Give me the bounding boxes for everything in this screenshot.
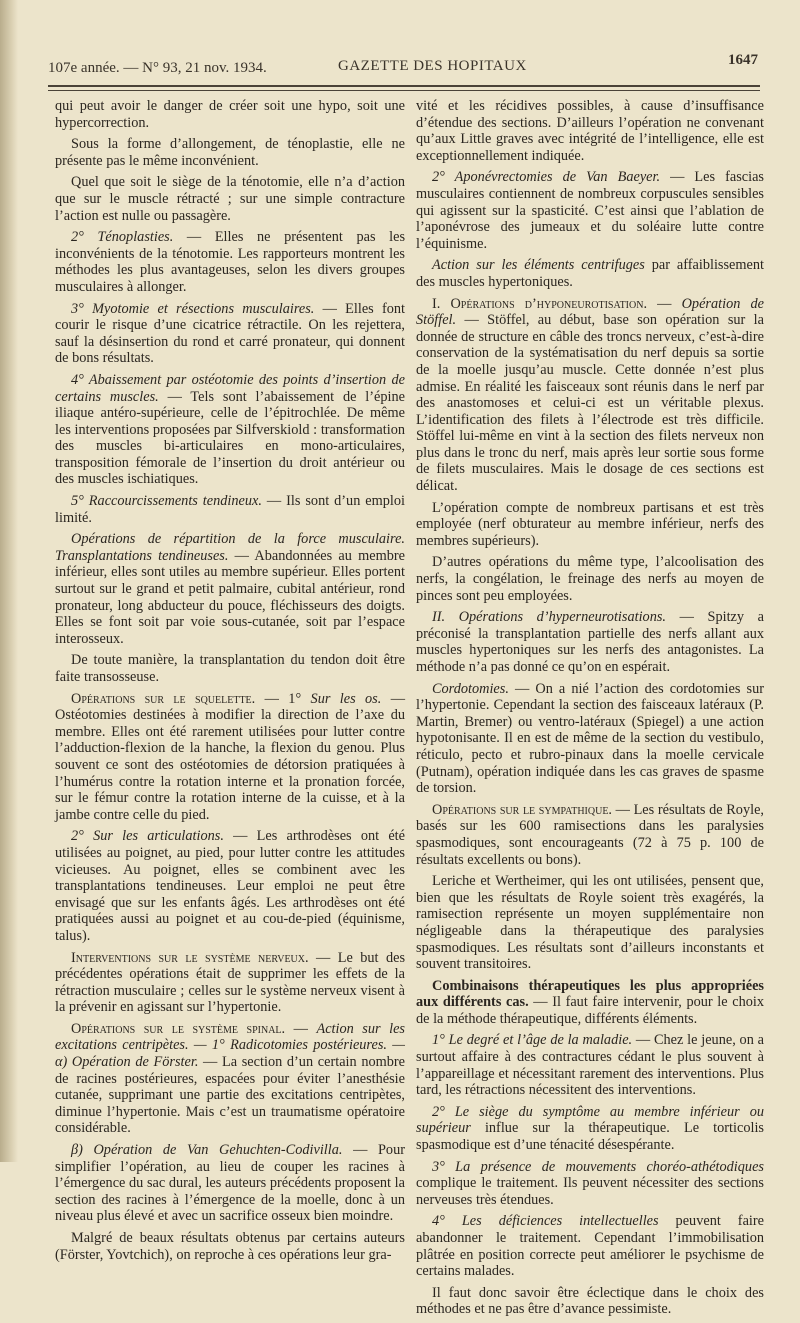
paragraph-text: — La section d’un certain nombre de racines postérieures, espacées pour éviter l’anesthésie cutanée, supprimant une partie des excitations centripètes, diminue l’hypertonie. Mais c’est un traumatisme opératoire considérable. [55, 1054, 405, 1137]
paragraph [55, 950, 405, 1016]
paragraph-text: — Chez le jeune, on a surtout affaire à des contractures cédant le plus souvent à l’appareillage et nécessitant rarement des interventions. Plus tard, les rétractions nécessitent des interventions. [416, 1032, 764, 1099]
italic-subheading: Opération de Stöffel. [416, 295, 765, 329]
paragraph [416, 257, 764, 290]
binding-shadow [0, 0, 18, 1162]
paragraph-text: peuvent faire abandonner le traitement. Cependant l’immobilisation plâtrée en position correcte peut améliorer le psychisme de certains malades. [416, 1213, 764, 1280]
right-column [416, 98, 764, 1323]
paragraph [55, 98, 405, 131]
paragraph-text: par affaiblissement des muscles hypertoniques. [416, 257, 764, 290]
heading-separator: — [647, 295, 682, 312]
paragraph-heading: 5° Raccourcissements tendineux. [71, 493, 262, 510]
paragraph [416, 1213, 764, 1279]
paragraph-heading: Action sur les éléments centrifuges [432, 257, 645, 274]
paragraph [416, 98, 764, 164]
paragraph-text: — Elles ne présentent pas les inconvénients de la ténotomie. Les rapporteurs montrent les méthodes les plus avantageuses, selon les divers groupes musculaires à allonger. [55, 229, 406, 295]
paragraph-heading: Opérations de répartition de la force musculaire. Transplantations tendineuses. [55, 531, 405, 564]
paragraph [55, 174, 405, 224]
paragraph-heading: 2° Ténoplasties. [71, 229, 174, 246]
header-rule-thin [48, 90, 760, 91]
paragraph-text: — Il faut faire intervenir, pour le choix de la méthode thérapeutique, différents éléments. [416, 994, 765, 1027]
paragraph-text: — Abandonnées au membre inférieur, elles sont utiles au membre supérieur. Elles portent surtout sur le grand et petit palmaire, cubital antérieur, rond pronateur, long abducteur du pouce, fléchisseurs des doigts. Elles se font soit par voie sous-cutanée, soit par l’espace interosseux. [55, 547, 405, 647]
paragraph-heading: 3° Myotomie et résections musculaires. [71, 300, 315, 317]
paragraph-text: — Spitzy a préconisé la transplantation partielle des nerfs allant aux muscles hypertoniques sur les nerfs des antagonistes. La méthode n’a pas donné ce qu’on en espérait. [416, 609, 765, 675]
paragraph [416, 296, 764, 495]
paragraph-text: — Le but des précédentes opérations était de supprimer les effets de la rétraction musculaire ; celles sur le système nerveux visent à la prévenir en agissant sur l’hypertonie. [55, 949, 406, 1016]
paragraph [55, 1142, 405, 1225]
paragraph-heading: 2° Aponévrectomies de Van Baeyer. [432, 169, 661, 186]
paragraph [416, 609, 764, 675]
paragraph-heading: 2° Le siège du symptôme au membre inférieur ou supérieur [416, 1103, 764, 1137]
paragraph [55, 531, 405, 647]
paragraph [416, 873, 764, 973]
paragraph-heading: 4° Abaissement par ostéotomie des points d’insertion de certains muscles. [55, 371, 405, 405]
heading-separator: — 1° [255, 690, 311, 707]
paragraph [55, 136, 405, 169]
paragraph-heading: Opérations sur le sympathique. [432, 801, 613, 818]
paragraph-text: — Elles font courir le risque d’une cicatrice rétractile. On les rejettera, sauf la désinsertion du rond et carré pronateur, qui donnent de bons résultats. [55, 300, 405, 367]
paragraph [55, 301, 405, 367]
paragraph-text: L’opération compte de nombreux partisans et est très employée (nerf obturateur au membre inférieur, nerfs des membres supérieurs). [416, 499, 764, 549]
paragraph [416, 802, 764, 868]
page-number: 1647 [728, 52, 758, 68]
paragraph-text: — Tels sont l’abaissement de l’épine iliaque antéro-supérieure, celle de l’épitrochlée. De même les interventions proposées par Silfverskiold : transformation des muscles bi-articulaires en mono-articulaires, transposition fémorale de l’insertion du droit antérieur ou des muscles ischiatiques. [55, 388, 405, 488]
paragraph-heading: 2° Sur les articulations. [71, 828, 224, 845]
paragraph-text: De toute manière, la transplantation du tendon doit être faite transosseuse. [55, 652, 405, 685]
paragraph-text: qui peut avoir le danger de créer soit une hypo, soit une hypercorrection. [55, 98, 405, 131]
paragraph-heading: β) Opération de Van Gehuchten-Codivilla. [71, 1142, 343, 1159]
paragraph-heading: I. Opérations d’hyponeurotisation. [432, 295, 648, 312]
paragraph [55, 1021, 405, 1137]
paragraph-text: — On a nié l’action des cordotomies sur l’hypertonie. Cependant la section des faisceaux latéraux (P. Martin, Bremer) ou ventro-latéraux (Spiegel) a une action hypotonisante. Il en est de même de la section du vestibulo, réticulo, pecto et rubro-pinaux dans la moelle cervicale (Putnam), opération indiquée dans les cas graves de spasme de torsion. [416, 680, 764, 797]
italic-subheading: Action sur les excitations centripètes. — 1° Radicotomies postérieures. — α) Opération de Förster. [55, 1020, 405, 1071]
paragraph [55, 691, 405, 824]
paragraph-text: — Les arthrodèses ont été utilisées au poignet, au pied, pour lutter contre les attitudes vicieuses. Au poignet, elles se combinent avec les transplantations tendineuses. Leur emploi ne peut être envisagé que sur les enfants âgés. Les arthrodèses ont été pratiquées aussi au poignet et au cou-de-pied (équinisme, talus). [55, 828, 405, 944]
paragraph [416, 1104, 764, 1154]
paragraph-text: — Les fascias musculaires contiennent de nombreux corpuscules sensibles qui agissent sur la spasticité. C’est ainsi que l’ablation de l’aponévrose des jumeaux et du soléaire lutte contre l’équinisme. [416, 169, 764, 252]
paragraph [55, 372, 405, 488]
paragraph-text: — Ils sont d’un emploi limité. [55, 493, 405, 526]
paragraph [416, 500, 764, 550]
italic-subheading: Sur les os. [310, 690, 382, 707]
paragraph [416, 554, 764, 604]
paragraph-text: Il faut donc savoir être éclectique dans le choix des méthodes et ne pas être d’avance pessimiste. [416, 1284, 764, 1318]
paragraph [55, 828, 405, 944]
paragraph [55, 652, 405, 685]
paragraph [416, 1285, 764, 1318]
paragraph [416, 681, 764, 797]
paragraph [416, 1159, 764, 1209]
issue-info: 107e année. — N° 93, 21 nov. 1934. [48, 60, 267, 76]
paragraph-text: Sous la forme d’allongement, de ténoplastie, elle ne présente pas le même inconvénient. [55, 136, 405, 169]
paragraph [416, 978, 764, 1028]
paragraph [55, 229, 405, 295]
paragraph-heading: 1° Le degré et l’âge de la maladie. [432, 1032, 633, 1049]
journal-title: GAZETTE DES HOPITAUX [338, 58, 527, 74]
paragraph-text: influe sur la thérapeutique. Le torticolis spasmodique est d’une ténacité désespérante. [416, 1120, 764, 1154]
paragraph-text: Leriche et Wertheimer, qui les ont utilisées, pensent que, bien que les résultats de Royle soient très exagérés, la ramisection représente un moyen supplémentaire non négligeable dans la thérapeutique des paralysies spasmodiques. Les résultats sont d’ailleurs inconstants et souvent transitoires. [416, 873, 764, 973]
paragraph-heading: Opérations sur le squelette. [71, 690, 256, 707]
paragraph-heading: Opérations sur le système spinal. [71, 1020, 286, 1037]
paragraph-text: vité et les récidives possibles, à cause d’insuffisance d’étendue des sections. D’ailleurs l’opération ne convenant qu’aux Little graves avec intégrité de l’intelligence, elle est exceptionnellement indiquée. [416, 98, 764, 164]
paragraph-text: Quel que soit le siège de la ténotomie, elle n’a d’action que sur le muscle rétracté ; sur une simple contracture l’action est nulle ou passagère. [55, 174, 405, 224]
running-header [48, 52, 758, 82]
paragraph-text: — Stöffel, au début, base son opération sur la donnée de structure en câble des troncs nerveux, c’est-à-dire conservation de la systématisation du nerf depuis sa sortie de la moelle jusqu’au muscle. Cette donnée n’est plus admise. En réalité les faisceaux sont réunis dans le nerf par des anastomoses et celui-ci est un véritable plexus. L’identification des filets à l’électrode est très difficile. Stöffel lui-même en vint à la section des filets nerveux non plus dans le tronc du nerf, mais après leur sortie sous forme de filets musculaires. Mais le dosage de ces sections est délicat. [416, 312, 764, 495]
paragraph-text: — Pour simplifier l’opération, au lieu de couper les racines à l’émergence du sac dural, les auteurs précédents proposent la section des racines à l’émergence de la moelle, donc à un niveau plus élevé et avec un sacrifice osseux bien moindre. [55, 1142, 405, 1225]
paragraph-heading: Interventions sur le système nerveux. [71, 949, 309, 966]
paragraph [55, 493, 405, 526]
paragraph-text: Malgré de beaux résultats obtenus par certains auteurs (Förster, Yovtchich), on reproche à ces opérations leur gra- [55, 1230, 405, 1263]
paragraph [416, 1032, 764, 1098]
paragraph-heading: II. Opérations d’hyperneurotisations. [432, 609, 666, 626]
paragraph [416, 169, 764, 252]
paragraph-heading: Combinaisons thérapeutiques les plus appropriées aux différents cas. [416, 977, 764, 1011]
paragraph [55, 1230, 405, 1263]
paragraph-heading: Cordotomies. [432, 680, 509, 697]
paragraph-text: — Les résultats de Royle, basés sur les 600 ramisections dans les paralysies spasmodiques, sont encourageants (72 à 75 p. 100 de résultats excellents ou bons). [416, 801, 764, 868]
header-rule [48, 85, 760, 87]
paragraph-heading: 3° La présence de mouvements choréo-athétodiques [432, 1158, 764, 1175]
paragraph-text: complique le traitement. Ils peuvent nécessiter des sections nerveuses très étendues. [416, 1175, 764, 1208]
paragraph-text: — Ostéotomies destinées à modifier la direction de l’axe du membre. Elles ont été rarement utilisées pour lutter contre l’adduction-flexion de la hanche, la flexion du genou. Plus souvent ce sont des ostéotomies de détorsion pratiquées à l’humérus contre la rotation interne et la pronation forcée, sur le fémur contre la rotation interne de la cuisse, et à la jambe contre celle du pied. [55, 690, 405, 823]
left-column [55, 98, 405, 1268]
paragraph-heading: 4° Les déficiences intellectuelles [432, 1213, 659, 1230]
paragraph-text: D’autres opérations du même type, l’alcoolisation des nerfs, la congélation, le freinage des nerfs au moyen de pinces sont peu employées. [416, 554, 764, 604]
heading-separator: — [285, 1020, 317, 1037]
